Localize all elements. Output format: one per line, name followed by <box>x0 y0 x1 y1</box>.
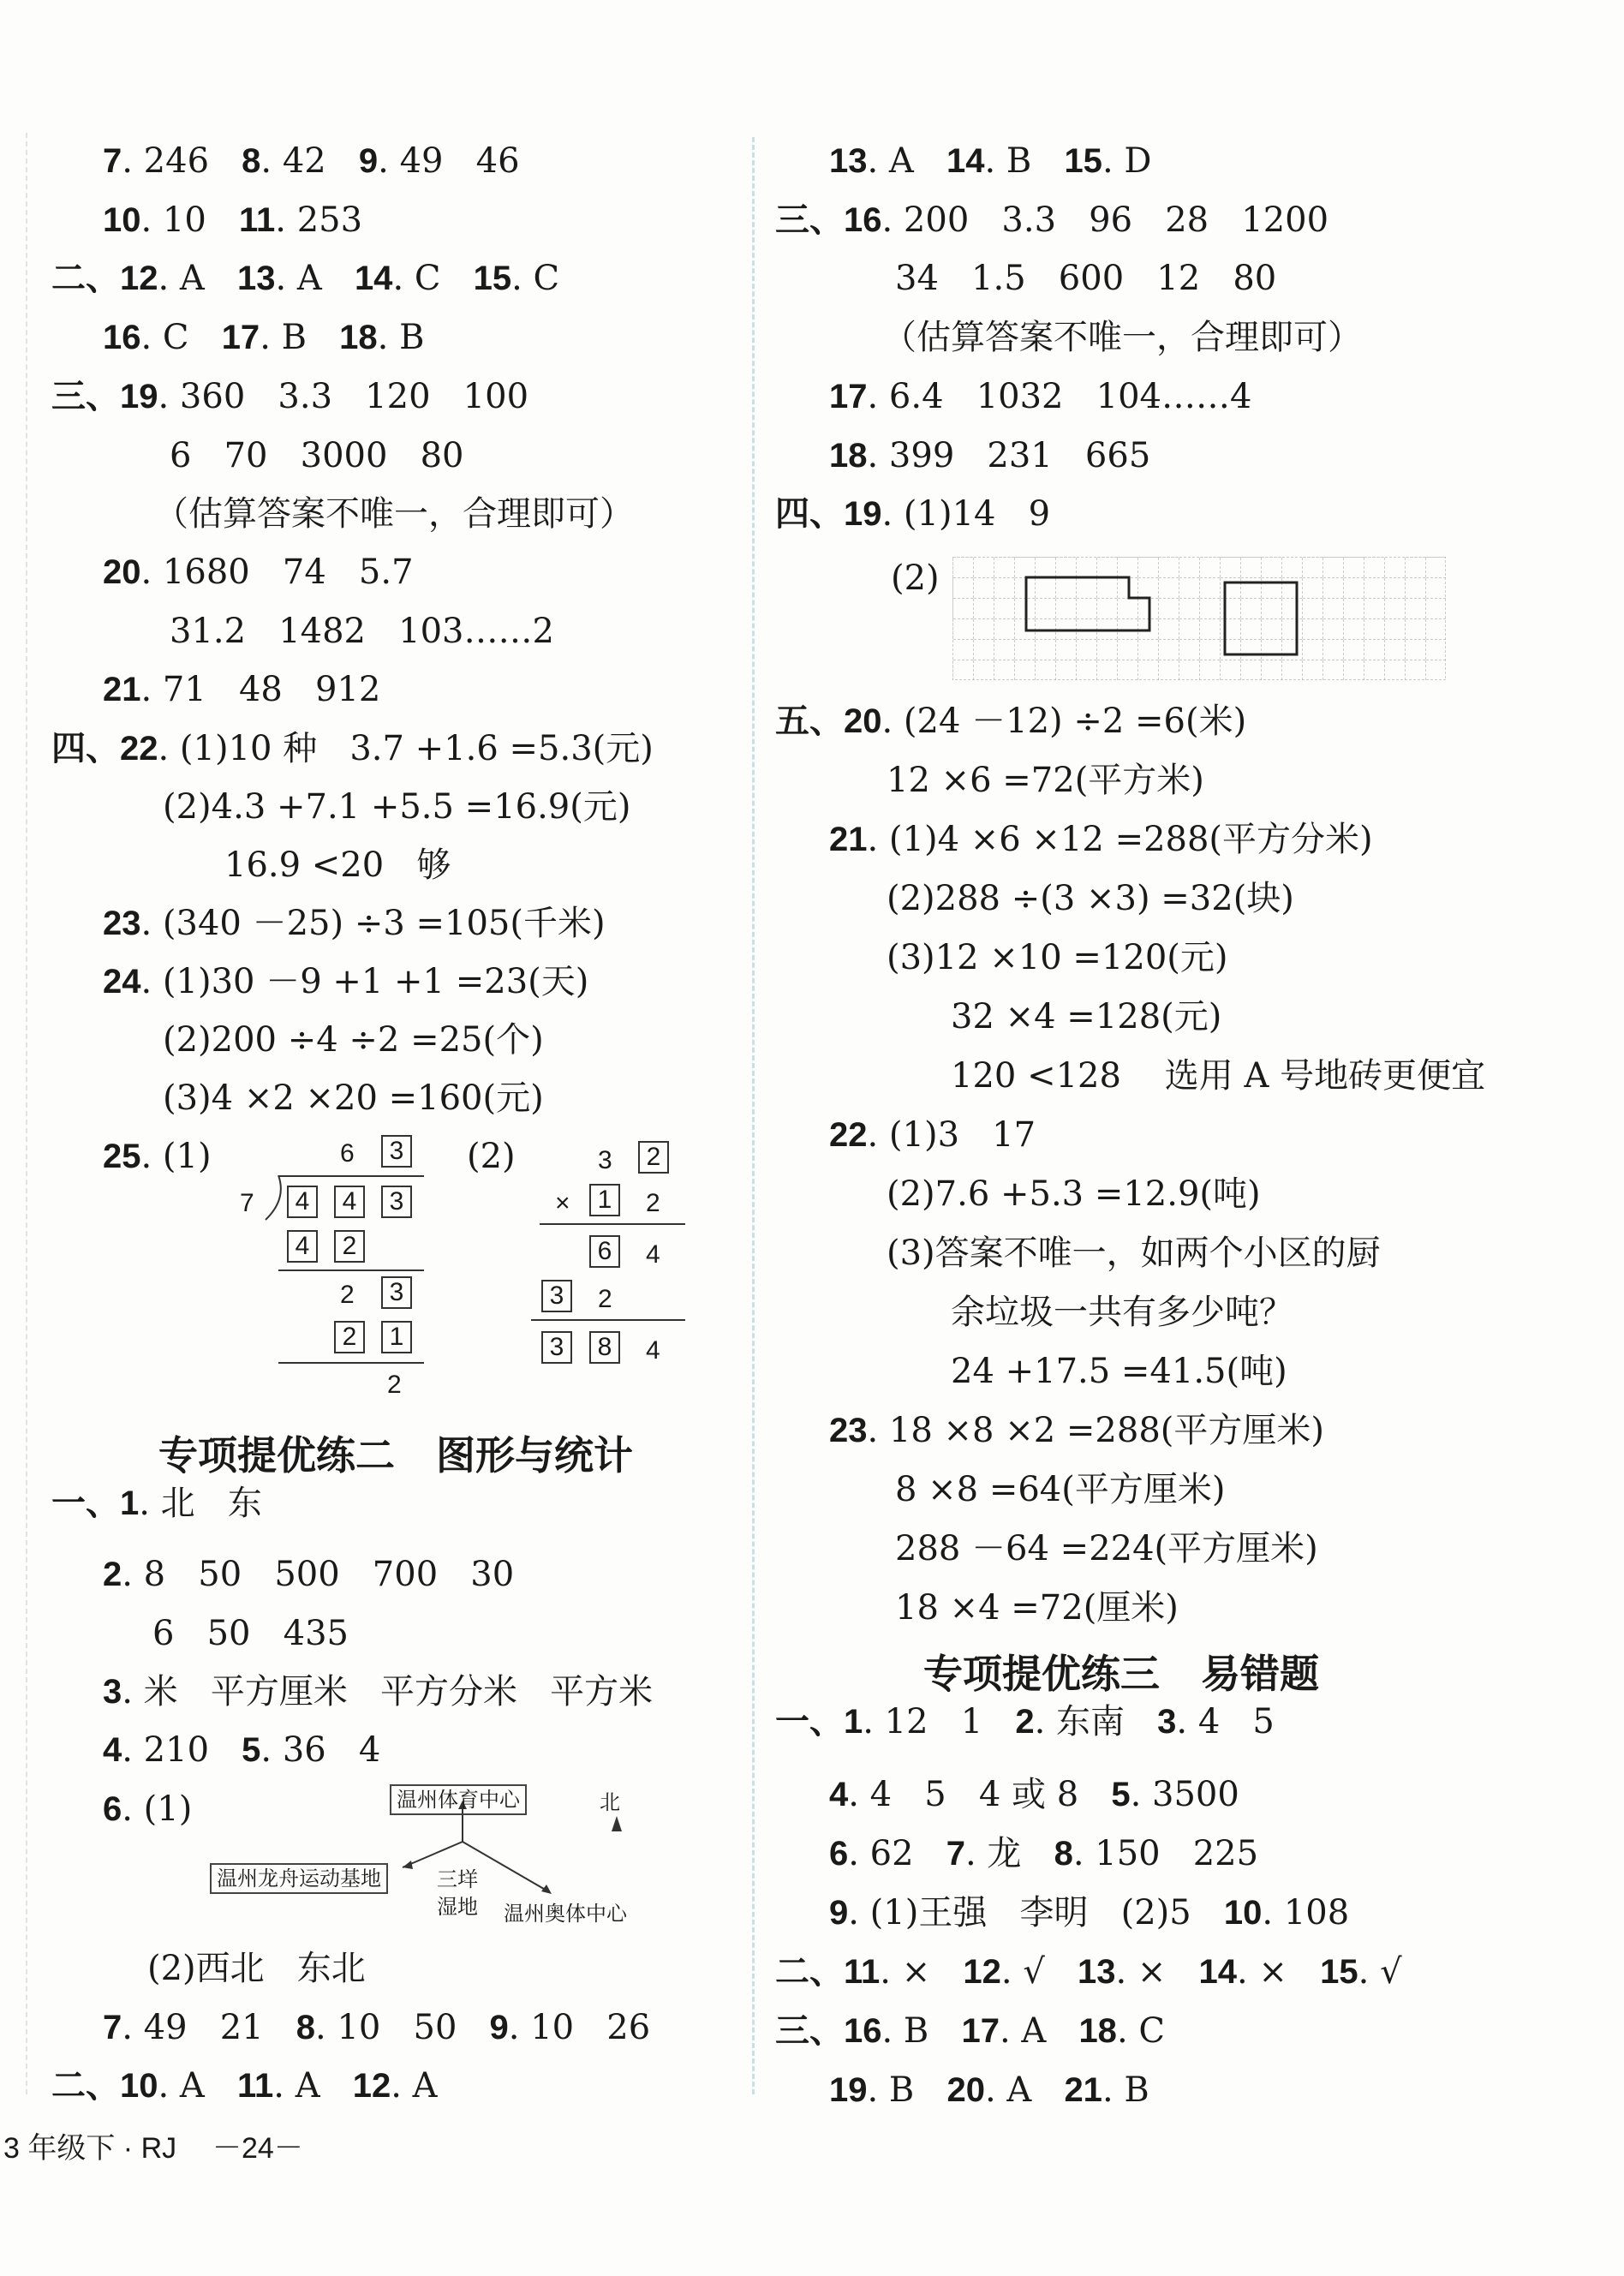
grid-figure <box>952 557 1446 680</box>
answer-line: 25. (1) <box>103 1137 212 1176</box>
answer-line: (2)西北 东北 <box>147 1949 366 1988</box>
dividend-box: 4 <box>287 1186 318 1218</box>
mult-box: 1 <box>589 1184 620 1216</box>
answer-line: 三、19. 360 3.3 120 100 <box>51 377 529 416</box>
answer-line: 3. 米 平方厘米 平方分米 平方米 <box>103 1672 654 1711</box>
mult-digit: 2 <box>598 1285 612 1313</box>
answer-line: (2)4.3 +7.1 +5.5 =16.9(元) <box>163 787 631 827</box>
answer-line: 13. A 14. B 15. D <box>829 141 1152 181</box>
answer-line: 21. 71 48 912 <box>103 670 381 709</box>
answer-line: 19. B 20. A 21. B <box>829 2070 1149 2110</box>
answer-line: (2)7.6 +5.3 =12.9(吨) <box>887 1174 1261 1214</box>
answer-line: 20. 1680 74 5.7 <box>103 553 414 592</box>
answer-line: 4. 4 5 4 或 8 5. 3500 <box>829 1775 1239 1814</box>
division-line <box>278 1362 424 1364</box>
answer-line: 10. 10 11. 253 <box>103 200 363 240</box>
mult-digit: 3 <box>598 1146 612 1174</box>
answer-line: 16. C 17. B 18. B <box>103 318 425 357</box>
division-bracket <box>257 1175 283 1222</box>
final-remainder: 2 <box>387 1371 402 1399</box>
answer-line: 31.2 1482 103……2 <box>170 612 554 651</box>
answer-line: 17. 6.4 1032 104……4 <box>829 377 1252 416</box>
page-number: －24－ <box>212 2132 303 2165</box>
answer-line: (3)4 ×2 ×20 =160(元) <box>163 1078 544 1118</box>
map-label-olympic: 温州奥体中心 <box>504 1902 627 1926</box>
answer-line: 34 1.5 600 12 80 <box>895 259 1277 298</box>
answer-note: （估算答案不唯一，合理即可） <box>882 318 1362 357</box>
subtract-box: 4 <box>287 1230 318 1263</box>
answer-line: 7. 246 8. 42 9. 49 46 <box>103 141 520 181</box>
answer-line: (2) <box>891 559 940 598</box>
answer-line: 21. (1)4 ×6 ×12 =288(平方分米) <box>829 820 1373 859</box>
answer-line: 二、12. A 13. A 14. C 15. C <box>51 259 560 298</box>
answer-line: 18. 399 231 665 <box>829 436 1151 475</box>
answer-line: 二、11. × 12. √ 13. × 14. × 15. √ <box>775 1952 1402 1992</box>
north-label: 北 <box>600 1790 620 1814</box>
answer-line: 23. (340 －25) ÷3 =105(千米) <box>103 904 606 943</box>
quotient-box: 3 <box>381 1135 412 1168</box>
mult-box: 2 <box>638 1141 669 1174</box>
answer-line: 四、22. (1)10 种 3.7 +1.6 =5.3(元) <box>51 729 654 768</box>
footer-grade: 3 年级下 · RJ <box>3 2132 177 2165</box>
dividend-box: 3 <box>381 1186 412 1218</box>
north-arrow-icon <box>611 1816 623 1833</box>
division-bar <box>278 1175 424 1177</box>
answer-line: 三、16. 200 3.3 96 28 1200 <box>775 200 1329 240</box>
answer-line: (2)288 ÷(3 ×3) =32(块) <box>887 879 1294 918</box>
mult-digit: 4 <box>646 1240 660 1269</box>
answer-line: 7. 49 21 8. 10 50 9. 10 26 <box>103 2008 651 2047</box>
answer-line: 9. (1)王强 李明 (2)5 10. 108 <box>829 1893 1350 1933</box>
map-label-wetland: 三垟 湿地 <box>437 1867 478 1920</box>
map-label-dragon-boat: 温州龙舟运动基地 <box>210 1863 388 1894</box>
answer-line: 2. 8 50 500 700 30 <box>103 1555 515 1594</box>
division-line <box>278 1269 424 1271</box>
mult-box: 3 <box>541 1331 572 1364</box>
subtract-box: 2 <box>334 1321 365 1353</box>
answer-line: 12 ×6 =72(平方米) <box>887 761 1204 800</box>
answer-line: 一、1. 北 东 <box>51 1484 262 1523</box>
mult-digit: 4 <box>646 1336 660 1365</box>
mult-line <box>531 1319 685 1321</box>
mult-line <box>540 1223 685 1225</box>
mult-digit: 2 <box>646 1189 660 1217</box>
answer-line: (3)12 ×10 =120(元) <box>887 938 1228 977</box>
answer-line: (2)200 ÷4 ÷2 =25(个) <box>163 1020 544 1060</box>
section-heading: 专项提优练三 易错题 <box>923 1651 1320 1697</box>
answer-line: 8 ×8 =64(平方厘米) <box>895 1470 1226 1509</box>
answer-line: 120 <128 选用 A 号地砖更便宜 <box>951 1056 1486 1096</box>
column-divider <box>752 137 755 2094</box>
answer-line: (3)答案不唯一，如两个小区的厨 <box>887 1234 1381 1273</box>
answer-line: 6 70 3000 80 <box>170 436 464 475</box>
section-heading: 专项提优练二 图形与统计 <box>158 1432 634 1479</box>
subtract-box: 2 <box>334 1230 365 1263</box>
answer-line: (2) <box>467 1137 516 1176</box>
remainder-box: 3 <box>381 1276 412 1309</box>
answer-line: 一、1. 12 1 2. 东南 3. 4 5 <box>775 1702 1275 1741</box>
answer-line: 三、16. B 17. A 18. C <box>775 2011 1165 2051</box>
mult-box: 8 <box>589 1331 620 1364</box>
answer-line: 288 －64 =224(平方厘米) <box>895 1529 1318 1568</box>
answer-line: 18 ×4 =72(厘米) <box>895 1588 1179 1628</box>
answer-line: 二、10. A 11. A 12. A <box>51 2066 438 2106</box>
left-margin-line <box>26 133 27 2094</box>
answer-line: 24. (1)30 －9 +1 +1 =23(天) <box>103 962 589 1001</box>
map-label-sports-center: 温州体育中心 <box>390 1784 527 1815</box>
answer-line: 16.9 <20 够 <box>224 845 451 885</box>
subtract-box: 1 <box>381 1321 412 1353</box>
times-sign: × <box>555 1189 570 1217</box>
answer-line: 4. 210 5. 36 4 <box>103 1730 381 1770</box>
quotient-digit: 6 <box>340 1139 355 1168</box>
answer-line: 余垃圾一共有多少吨？ <box>951 1293 1293 1332</box>
answer-line: 23. 18 ×8 ×2 =288(平方厘米) <box>829 1411 1324 1450</box>
answer-line: 五、20. (24 －12) ÷2 =6(米) <box>775 702 1247 741</box>
answer-line: 22. (1)3 17 <box>829 1115 1036 1155</box>
answer-line: 32 ×4 =128(元) <box>951 997 1222 1036</box>
answer-line: 24 +17.5 =41.5(吨) <box>951 1352 1287 1391</box>
mult-box: 3 <box>541 1280 572 1312</box>
answer-line: 四、19. (1)14 9 <box>775 494 1051 534</box>
answer-line: 6. 62 7. 龙 8. 150 225 <box>829 1834 1259 1873</box>
answer-line: 6. (1) <box>103 1789 193 1829</box>
dividend-box: 4 <box>334 1186 365 1218</box>
mult-box: 6 <box>589 1235 620 1268</box>
divisor: 7 <box>240 1189 254 1217</box>
answer-note: （估算答案不唯一，合理即可） <box>154 494 634 534</box>
answer-line: 6 50 435 <box>152 1614 349 1653</box>
remainder-digit: 2 <box>340 1281 355 1309</box>
